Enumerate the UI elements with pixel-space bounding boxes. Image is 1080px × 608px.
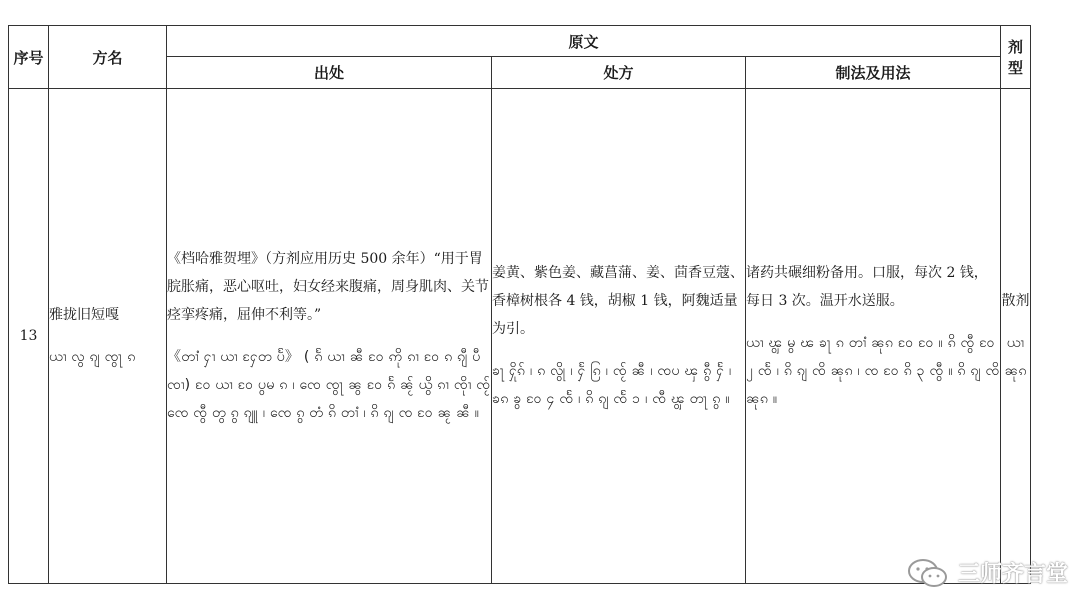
header-method: 制法及用法 bbox=[746, 57, 1001, 89]
row-prescription-cn: 姜黄、紫色姜、藏菖蒲、姜、茴香豆蔻、香樟树根各 4 钱，胡椒 1 钱，阿魏适量为引。 bbox=[492, 265, 744, 337]
row-source-cell bbox=[167, 89, 492, 584]
row-source-dai: 《တၢံ ႁၢ ယၢ ႁႄတ ပႅ》 ( ၵႅ ယၢ ၼီ ဝႄ ဢို ၵၢ ဝႄ ၵ ၵျီ ပီ ၸၢ) ဝႄ ယၢ ဝႄ ပွမ ၵ ၊ ၸေ ၸွႃ ၼွ ဝႄ ၵႅ ၼႂ် ယွိ ၵၢ ၸိုၢ ၸႂ် ၸေ ၸွီ တွ ၵွ ၵျူ ၊ ၸေ ၵွ တံ ၵိ တၢံ ၊ ၵိ ၵျ ၸ ဝႄ ၼႂ ၼီ ။ bbox=[167, 349, 491, 421]
watermark bbox=[906, 557, 1068, 588]
row-method-cn: 诸药共碾细粉备用。口服，每次 2 钱，每日 3 次。温开水送服。 bbox=[746, 265, 988, 309]
row-dosage-cell bbox=[1001, 89, 1031, 584]
table-row bbox=[9, 89, 1031, 584]
row-name-dai: ယၢ လွ ၵျ ၸွႃ ၵ bbox=[49, 349, 136, 365]
row-name-cell bbox=[49, 89, 167, 584]
row-source-cn: 《档哈雅贺埋》（方剂应用历史 500 余年）“用于胃脘胀痛，恶心呕吐，妇女经来腹痛，周身肌肉、关节痉挛疼痛，屈伸不利等。” bbox=[167, 251, 489, 323]
wechat-icon bbox=[906, 558, 950, 588]
row-index: 13 bbox=[9, 89, 49, 584]
row-dosage-cn: 散剂 bbox=[1001, 293, 1030, 309]
row-method-dai: ယၢ ၾွ မွ ၽ ၶႃ ၵ တၢံ ၼုၵ ဝႄ ဝႄ ။ ၵိ ၸွီ ဝႄ ၂ ၸႅ ၊ ၵိ ၵျ ၸိ ၼုၵ ၊ ၸ ဝႄ ၵိ ၃ ၸွီ ။ ၵိ ၵျ ၸိ ၼုၵ ။ bbox=[746, 335, 1000, 407]
row-prescription-dai: ၶႃ ႁိုၵ် ၊ ၵ လွို ၊ ႁႅ ၵြ ၊ ၸႂ် ၼီ ၊ ၸပ ၾ ၵွီ ႁႅ ၊ ၶၵ ၶွ ဝႄ ၄ ၸႅ ၊ ၵိ ၵျ ၸႅ ၁ ၊ ၸီ ၾွ တႃ ၵွ ။ bbox=[492, 363, 732, 407]
header-name: 方名 bbox=[49, 26, 167, 89]
row-dosage-dai: ယၢ ၼုၵ bbox=[1004, 335, 1027, 379]
watermark-text: 三师齐言堂 bbox=[957, 562, 1068, 587]
header-dosage-form: 剂型 bbox=[1001, 26, 1031, 89]
header-prescription: 处方 bbox=[492, 57, 746, 89]
header-original-text: 原文 bbox=[167, 26, 1001, 57]
header-row-top bbox=[9, 26, 1031, 57]
header-index: 序号 bbox=[9, 26, 49, 89]
header-source: 出处 bbox=[167, 57, 492, 89]
prescription-table bbox=[8, 25, 1031, 584]
row-prescription-cell bbox=[492, 89, 746, 584]
row-method-cell bbox=[746, 89, 1001, 584]
row-name-cn: 雅拢旧短嘎 bbox=[49, 307, 119, 323]
